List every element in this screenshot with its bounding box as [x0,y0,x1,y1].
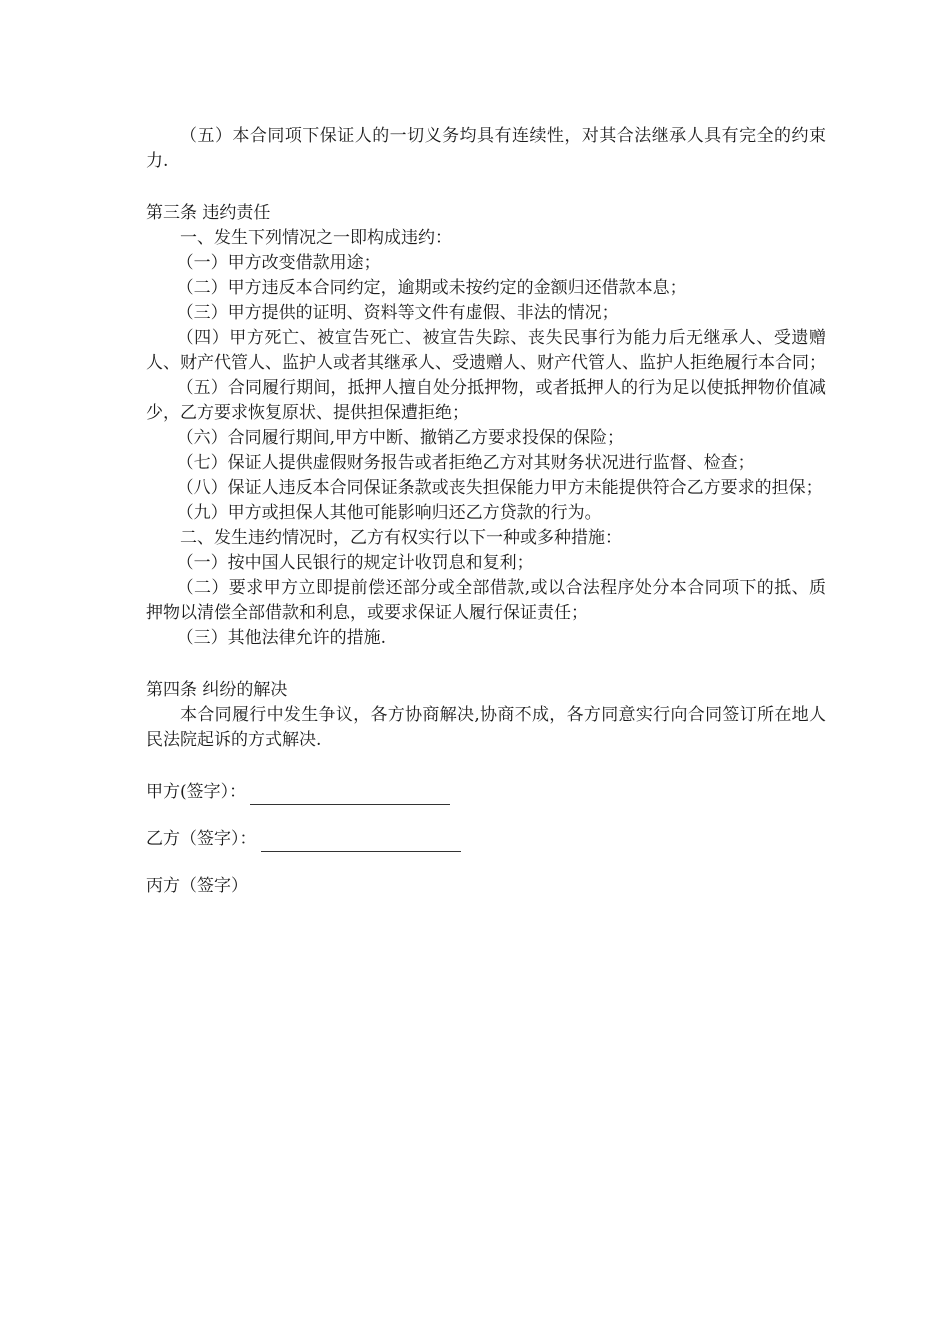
article-3-part-1-intro: 一、发生下列情况之一即构成违约： [180,228,452,248]
signature-party-a-label: 甲方(签字）： [146,782,247,802]
article-4-body: 本合同履行中发生争议，各方协商解决,协商不成，各方同意实行向合同签订所在地人民法院起诉的方式解决. [146,705,826,750]
article-3-part-1-item: （九）甲方或担保人其他可能影响归还乙方贷款的行为。 [176,503,602,523]
article-3-part-1-item: （八）保证人违反本合同保证条款或丧失担保能力甲方未能提供符合乙方要求的担保； [176,478,823,498]
article-3-part-1-item: （二）甲方违反本合同约定，逾期或未按约定的金额归还借款本息； [176,278,687,298]
article-3-part-2-item: （一）按中国人民银行的规定计收罚息和复利； [176,553,534,573]
signature-party-b-label: 乙方（签字）： [146,829,257,849]
article-3-part-1-item: （四）甲方死亡、被宣告死亡、被宣告失踪、丧失民事行为能力后无继承人、受遗赠人、财产代管人、监护人或者其继承人、受遗赠人、财产代管人、监护人拒绝履行本合同； [146,328,826,373]
signature-party-a-line[interactable] [250,786,450,805]
spacer [146,174,826,201]
signature-party-a [146,780,826,805]
article-3-part-1-item: （七）保证人提供虚假财务报告或者拒绝乙方对其财务状况进行监督、检查； [176,453,755,473]
article-3-part-2-item: （二）要求甲方立即提前偿还部分或全部借款,或以合法程序处分本合同项下的抵、质押物以清偿全部借款和利息，或要求保证人履行保证责任； [146,578,826,623]
signature-party-c-label: 丙方（签字） [146,876,248,896]
article-3-part-1-item: （六）合同履行期间,甲方中断、撤销乙方要求投保的保险； [176,428,624,448]
spacer [146,852,826,874]
clause-2-item-5: （五）本合同项下保证人的一切义务均具有连续性，对其合法继承人具有完全的约束力. [146,126,826,171]
spacer [146,651,826,678]
article-3-heading: 第三条 违约责任 [146,203,271,223]
article-3-part-2-item: （三）其他法律允许的措施. [176,628,386,648]
signature-party-b [146,827,826,852]
article-3-part-1-item: （三）甲方提供的证明、资料等文件有虚假、非法的情况； [176,303,619,323]
article-3-part-2-intro: 二、发生违约情况时，乙方有权实行以下一种或多种措施： [180,528,622,548]
spacer [146,753,826,780]
signature-party-c [146,874,826,899]
article-3-part-1-item: （五）合同履行期间，抵押人擅自处分抵押物，或者抵押人的行为足以使抵押物价值减少，乙方要求恢复原状、提供担保遭拒绝； [146,378,826,423]
article-3-part-1-item: （一）甲方改变借款用途； [176,253,381,273]
document-page [146,124,826,899]
signature-party-b-line[interactable] [261,833,461,852]
spacer [146,805,826,827]
article-4-heading: 第四条 纠纷的解决 [146,680,288,700]
